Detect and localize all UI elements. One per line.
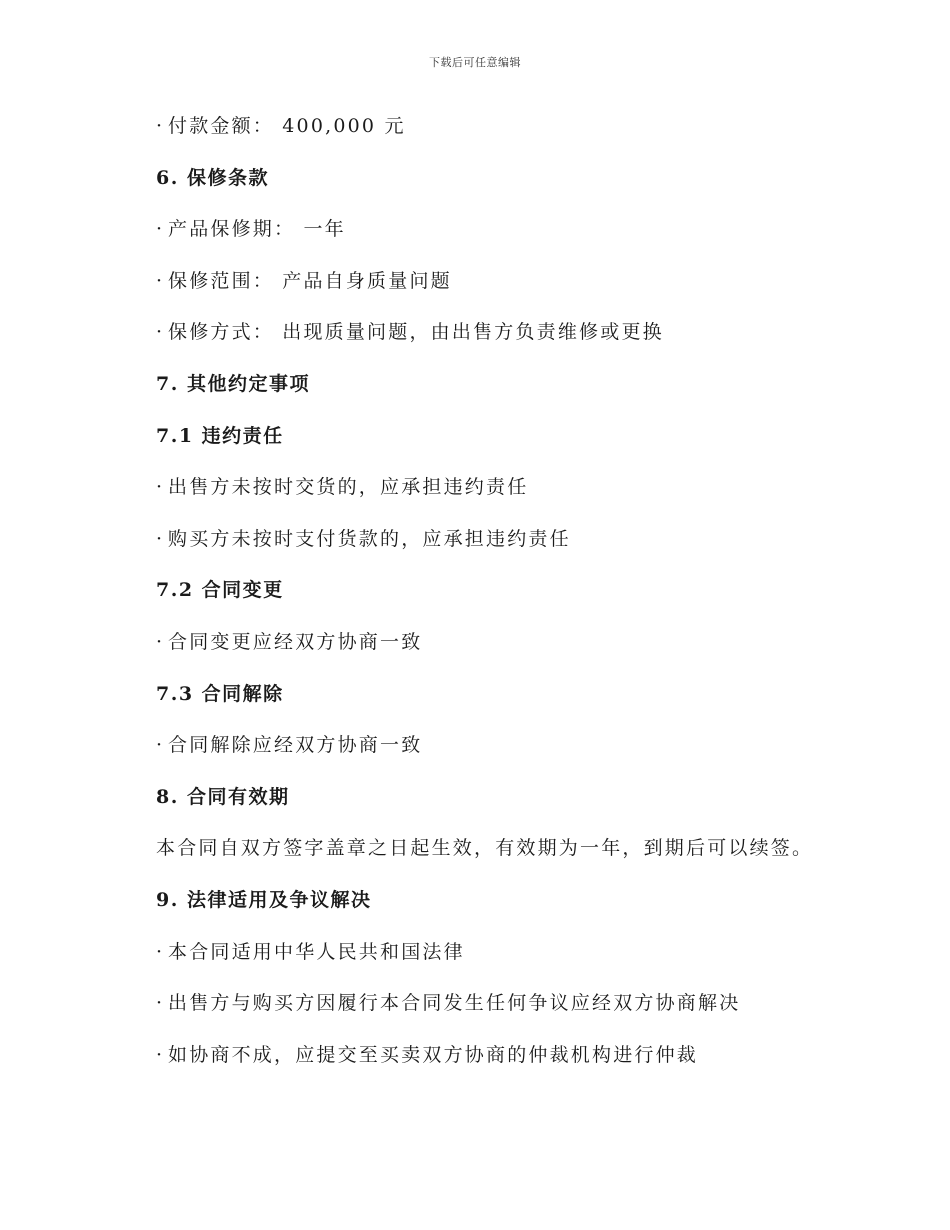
bullet-text: 保修方式： 出现质量问题，由出售方负责维修或更换 <box>168 321 664 344</box>
subsection-heading: 7.1 违约责任 <box>156 424 284 447</box>
bullet-item <box>156 263 856 315</box>
bullet-item <box>156 211 856 263</box>
bullet-text: 保修范围： 产品自身质量问题 <box>168 269 452 292</box>
section-heading: 9. 法律适用及争议解决 <box>156 888 372 911</box>
subsection-heading: 7.2 合同变更 <box>156 579 284 602</box>
bullet-item <box>156 934 856 986</box>
bullet-mark: · <box>156 218 163 241</box>
bullet-text: 产品保修期： 一年 <box>168 218 346 241</box>
paragraph: 本合同自双方签字盖章之日起生效，有效期为一年，到期后可以续签。 <box>156 837 814 860</box>
bullet-text: 合同变更应经双方协商一致 <box>168 630 423 653</box>
bullet-item <box>156 1037 856 1089</box>
bullet-item <box>156 314 856 366</box>
bullet-text: 购买方未按时支付货款的，应承担违约责任 <box>168 527 571 550</box>
bullet-mark: · <box>156 321 163 344</box>
bullet-item <box>156 624 856 676</box>
bullet-item <box>156 985 856 1037</box>
subsection-heading: 7.3 合同解除 <box>156 682 284 705</box>
bullet-item <box>156 469 856 521</box>
bullet-mark: · <box>156 527 163 550</box>
bullet-mark: · <box>156 940 163 963</box>
bullet-mark: · <box>156 476 163 499</box>
bullet-text: 出售方与购买方因履行本合同发生任何争议应经双方协商解决 <box>168 992 741 1015</box>
bullet-item <box>156 108 856 160</box>
page-header: 下载后可任意编辑 <box>429 56 521 69</box>
bullet-mark: · <box>156 1043 163 1066</box>
bullet-mark: · <box>156 269 163 292</box>
bullet-text: 合同解除应经双方协商一致 <box>168 734 423 757</box>
bullet-item <box>156 727 856 779</box>
bullet-text: 付款金额： 400,000 元 <box>168 115 406 137</box>
bullet-text: 本合同适用中华人民共和国法律 <box>168 940 465 963</box>
section-heading: 6. 保修条款 <box>156 166 269 189</box>
bullet-mark: · <box>156 630 163 653</box>
section-heading: 7. 其他约定事项 <box>156 372 310 395</box>
bullet-mark: · <box>156 115 163 137</box>
section-heading: 8. 合同有效期 <box>156 785 290 808</box>
bullet-mark: · <box>156 992 163 1015</box>
bullet-item <box>156 521 856 573</box>
bullet-mark: · <box>156 734 163 757</box>
bullet-text: 出售方未按时交货的，应承担违约责任 <box>168 476 529 499</box>
bullet-text: 如协商不成，应提交至买卖双方协商的仲裁机构进行仲裁 <box>168 1043 699 1066</box>
document-body <box>156 108 856 1088</box>
